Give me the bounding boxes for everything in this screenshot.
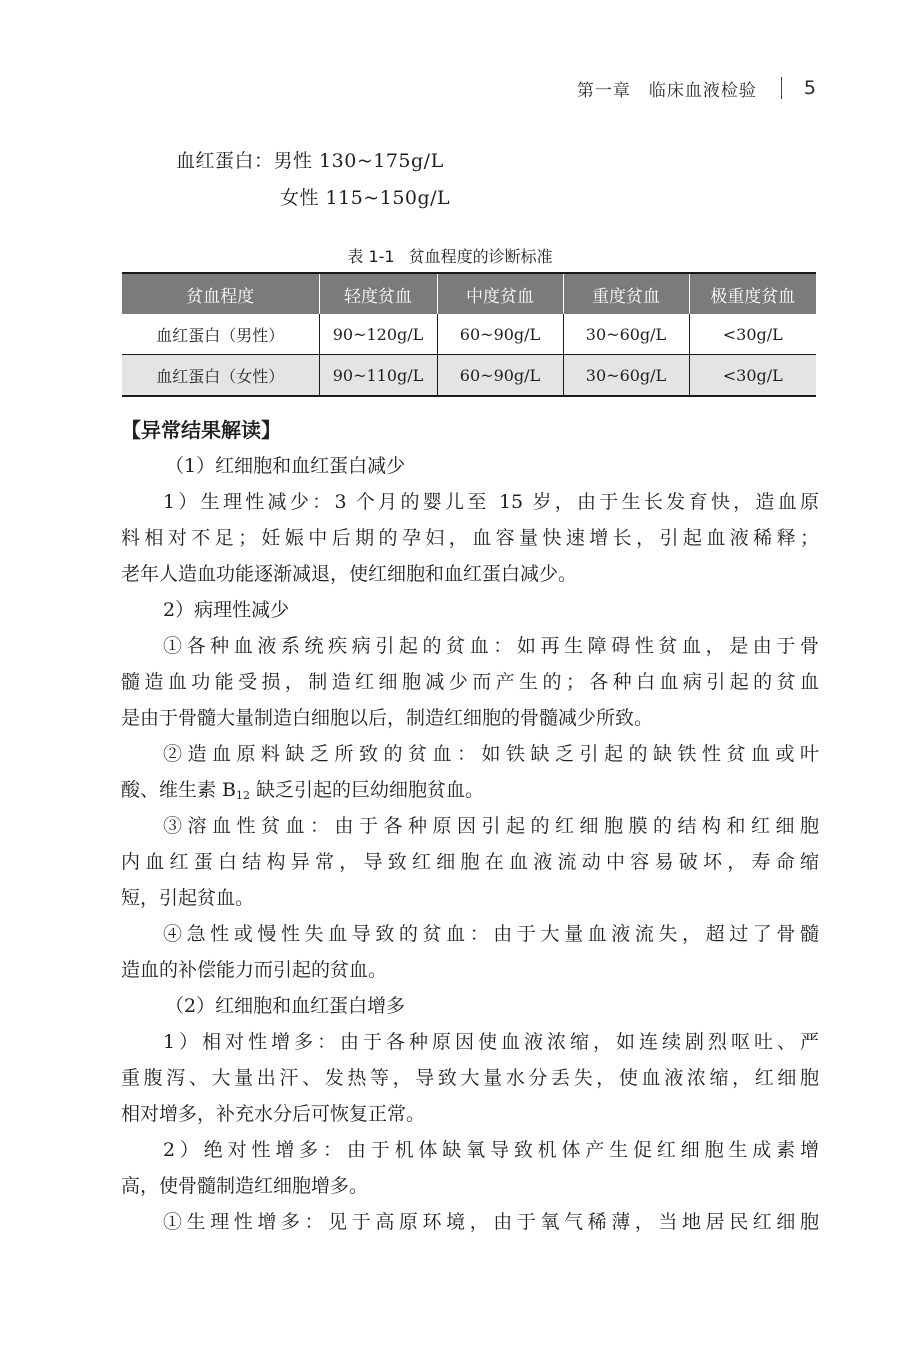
table-cell: 60~90g/L — [437, 355, 563, 397]
heading-bracket-open: 【 — [121, 418, 141, 442]
anemia-grade-table — [122, 272, 816, 397]
paragraph-line: 相对增多，补充水分后可恢复正常。 — [121, 1103, 426, 1125]
reference-female: 女性 115~150g/L — [280, 187, 451, 209]
table-cell: 血红蛋白（男性） — [122, 314, 319, 355]
table-cell: <30g/L — [689, 355, 816, 397]
chapter-title: 第一章 临床血液检验 — [576, 80, 757, 101]
table-row — [122, 314, 816, 355]
table-cell: 30~60g/L — [563, 355, 689, 397]
running-header — [577, 76, 816, 100]
paragraph-line: 是由于骨髓大量制造白细胞以后，制造红细胞的骨髓减少所致。 — [121, 707, 654, 729]
table-row — [122, 355, 816, 397]
table-cell: 90~120g/L — [319, 314, 437, 355]
table-cell: 血红蛋白（女性） — [122, 355, 319, 397]
table-header-cell: 重度贫血 — [563, 273, 689, 314]
paragraph-line: ③溶血性贫血：由于各种原因引起的红细胞膜的结构和红细胞 — [163, 815, 819, 837]
table-header-cell: 极重度贫血 — [689, 273, 816, 314]
paragraph-line: 高，使骨髓制造红细胞增多。 — [121, 1175, 369, 1197]
table-cell: 60~90g/L — [437, 314, 563, 355]
table-cell: 30~60g/L — [563, 314, 689, 355]
header-divider — [781, 77, 782, 99]
heading-bracket-close: 】 — [261, 418, 281, 442]
paragraph-line: 1）相对性增多：由于各种原因使血液浓缩，如连续剧烈呕吐、严 — [163, 1031, 819, 1053]
paragraph-line: ①各种血液系统疾病引起的贫血：如再生障碍性贫血，是由于骨 — [163, 635, 819, 657]
paragraph-line: ④急性或慢性失血导致的贫血：由于大量血液流失，超过了骨髓 — [163, 923, 819, 945]
page-number: 5 — [803, 77, 816, 99]
heading-title: 异常结果解读 — [141, 418, 261, 442]
table-caption-number: 表 1-1 — [347, 247, 395, 266]
reference-male: 男性 130~175g/L — [273, 150, 444, 172]
reference-male-line — [176, 146, 444, 173]
paragraph-line: 2）绝对性增多：由于机体缺氧导致机体产生促红细胞生成素增 — [163, 1139, 819, 1161]
paragraph-line: ②造血原料缺乏所致的贫血：如铁缺乏引起的缺铁性贫血或叶 — [163, 743, 819, 765]
body-text — [121, 412, 819, 1240]
table-header-cell: 轻度贫血 — [319, 273, 437, 314]
subheading-line: 2）病理性减少 — [163, 599, 290, 621]
paragraph-line: 内血红蛋白结构异常，导致红细胞在血液流动中容易破坏，寿命缩 — [121, 851, 819, 873]
table-caption-title: 贫血程度的诊断标准 — [408, 247, 553, 266]
section-heading — [121, 412, 819, 448]
paragraph-line: ①生理性增多：见于高原环境，由于氧气稀薄，当地居民红细胞 — [163, 1211, 819, 1233]
reference-female-line — [280, 183, 450, 210]
paragraph-line: 造血的补偿能力而引起的贫血。 — [121, 959, 388, 981]
table-header-cell: 中度贫血 — [437, 273, 563, 314]
paragraph-line: 1）生理性减少：3 个月的婴儿至 15 岁，由于生长发育快，造血原 — [163, 491, 819, 513]
table-cell: 90~110g/L — [319, 355, 437, 397]
paragraph-line: 短，引起贫血。 — [121, 887, 255, 909]
table-header-cell: 贫血程度 — [122, 273, 319, 314]
table-cell: <30g/L — [689, 314, 816, 355]
paragraph-line: 料相对不足；妊娠中后期的孕妇，血容量快速增长，引起血液稀释； — [121, 527, 819, 549]
line-text: 酸、维生素 B — [121, 779, 237, 801]
paragraph-line: 老年人造血功能逐渐减退，使红细胞和血红蛋白减少。 — [121, 563, 578, 585]
subheading-line: （2）红细胞和血红蛋白增多 — [165, 995, 406, 1017]
paragraph-line: 重腹泻、大量出汗、发热等，导致大量水分丢失，使血液浓缩，红细胞 — [121, 1067, 819, 1089]
paragraph-line — [121, 772, 819, 808]
paragraph-line: 髓造血功能受损，制造红细胞减少而产生的；各种白血病引起的贫血 — [121, 671, 819, 693]
reference-label: 血红蛋白： — [176, 150, 274, 172]
line-text: 缺乏引起的巨幼细胞贫血。 — [250, 779, 485, 801]
table-caption — [0, 244, 900, 267]
subheading-line: （1）红细胞和血红蛋白减少 — [165, 455, 406, 477]
subscript-text: 12 — [236, 789, 251, 802]
table-header-row — [122, 273, 816, 314]
